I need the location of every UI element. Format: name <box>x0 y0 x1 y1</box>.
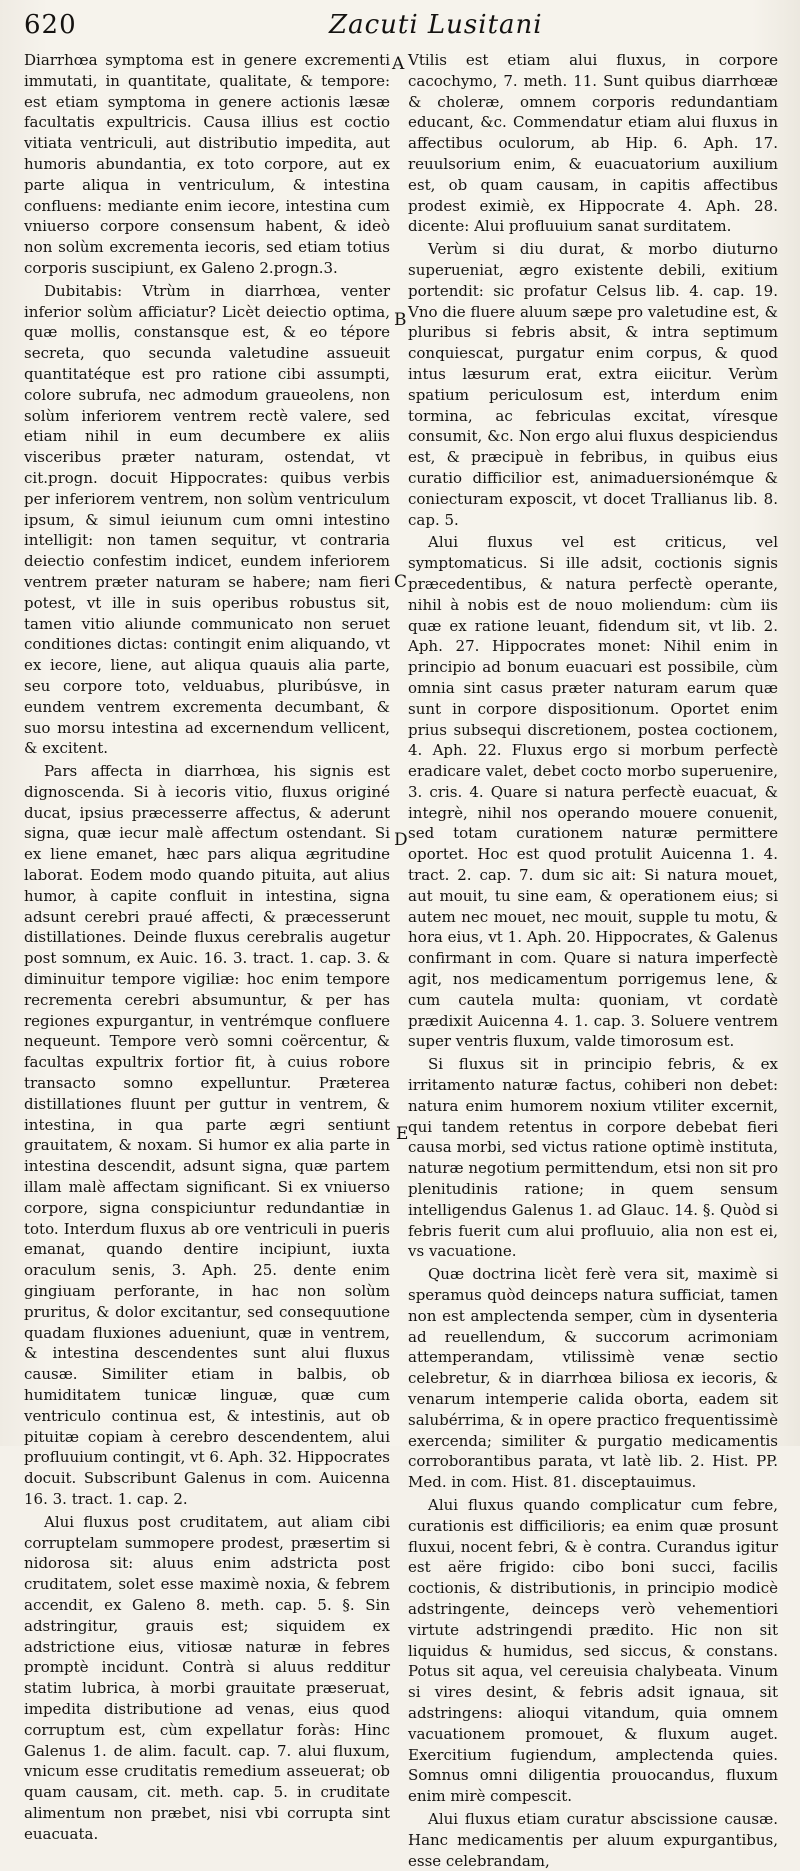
paragraph: Alui fluxus vel est criticus, vel symptomaticus. Si ille adsit, coctionis signis præcedentibus, & natura perfectè operante, nihil à nobis est de nouo moliendum: cùm iis quæ ex ratione leuant, fidendum sit, vt lib. 2. Aph. 27. Hippocrates monet: Nihil enim in principio ad bonum euacuari est possibile, cùm omnia sint casus præter naturam earum quæ sunt in corpore dispositionum. Oportet enim prius subsequi discretionem, postea coctionem, 4. Aph. 22. Fluxus ergo si morbum perfectè eradicare valet, debet cocto morbo superuenire, 3. cris. 4. Quare si natura perfectè euacuat, & integrè, nihil nos operando mouere conuenit, sed totam curationem naturæ permittere oportet. Hoc est quod protulit Auicenna 1. 4. tract. 2. cap. 7. dum sic ait: Si natura mouet, aut mouit, tu sine eam, & operationem eius; si autem nec mouet, nec mouit, supple tu motu, & hora eius, vt 1. Aph. 20. Hippocrates, & Galenus confirmant in com. Quare si natura imperfectè agit, nos medicamentum porrigemus lene, & cum cautela multa: quoniam, vt cordatè prædixit Auicenna 4. 1. cap. 3. Soluere ventrem super ventris fluxum, valde timorosum est. <box>408 533 778 1051</box>
margin-marker-d: D <box>394 830 408 850</box>
right-column <box>408 50 778 1870</box>
margin-marker-e: E <box>396 1124 409 1144</box>
paragraph: Quæ doctrina licèt ferè vera sit, maximè si speramus quòd deinceps natura sufficiat, tamen non est amplectenda semper, cùm in dysenteria ad reuellendum, & succorum acrimoniam attemperandam, vtilissimè venæ sectio celebretur, & in diarrhœa biliosa ex iecoris, & venarum intemperie calida oborta, eadem sit salubérrima, & in opere practico frequentissimè exercenda; similiter & purgatio medicamentis corroborantibus parata, vt latè lib. 2. Hist. PP. Med. in com. Hist. 81. disceptauimus. <box>408 1265 778 1492</box>
margin-marker-c: C <box>394 572 408 592</box>
paragraph: Dubitabis: Vtrùm in diarrhœa, venter inferior solùm afficiatur? Licèt deiectio optima, quæ mollis, constansque est, & eo tépore secreta, quo secunda valetudine assueuit quantitatéque est pro ratione cibi assumpti, colore subrufa, nec admodum graueolens, non solùm inferiorem ventrem rectè valere, sed etiam nihil in eum decumbere ex aliis visceribus præter naturam, ostendat, vt cit.progn. docuit Hippocrates: quibus verbis per inferiorem ventrem, non solùm ventriculum ipsum, & simul ieiunum cum omni intestino intelligit: non tamen sequitur, vt contraria deiectio confestim indicet, eundem inferiorem ventrem præter naturam se habere; nam fieri potest, vt ille in suis operibus robustus sit, tamen vitio aliunde communicato non seruet conditiones dictas: contingit enim aliquando, vt ex iecore, liene, aut aliqua quauis alia parte, seu corpore toto, velduabus, pluribúsve, in eundem ventrem excrementa decumbant, & suo morsu intestina ad excernendum vellicent, & excitent. <box>24 281 390 758</box>
paragraph: Si fluxus sit in principio febris, & ex irritamento naturæ factus, cohiberi non debet: natura enim humorem noxium vtiliter excernit, qui tandem retentus in corpore debebat fieri causa morbi, sed victus ratione optimè instituta, naturæ negotium permittendum, etsi non sit pro plenitudinis ratione; in quem sensum intelligendus Galenus 1. ad Glauc. 14. §. Quòd si febris fuerit cum alui profluuio, alia non est ei, vs vacuatione. <box>408 1055 778 1261</box>
margin-marker-a: A <box>392 54 405 74</box>
page-header <box>24 10 780 50</box>
running-title: Zacuti Lusitani <box>329 10 543 40</box>
paragraph: Pars affecta in diarrhœa, his signis est dignoscenda. Si à iecoris vitio, fluxus originé ducat, ipsius præcesserre affectus, & aderunt signa, quæ iecur malè affectum ostendant. Si ex liene emanet, hæc pars aliqua ægritudine laborat. Eodem modo quando pituita, aut alius humor, à capite confluit in intestina, signa adsunt cerebri praué affecti, & præcesserunt distillationes. Deinde fluxus cerebralis augetur post somnum, ex Auic. 16. 3. tract. 1. cap. 3. & diminuitur tempore vigiliæ: hoc enim tempore recrementa cerebri absumuntur, & per has regiones expurgantur, in ventrémque confluere nequeunt. Tempore verò somni coërcentur, & facultas expultrix fortior fit, à cuius robore transacto somno expelluntur. Præterea distillationes fluunt per guttur in ventrem, & intestina, in qua parte ægri sentiunt grauitatem, & noxam. Si humor ex alia parte in intestina descendit, adsunt signa, quæ partem illam malè affectam significant. Si ex vniuerso corpore, signa conspiciuntur redundantiæ in toto. Interdum fluxus ab ore ventriculi in pueris emanat, quando dentire incipiunt, iuxta oraculum senis, 3. Aph. 25. dente enim gingiuam perforante, in hac non solùm pruritus, & dolor excitantur, sed consequutione quadam fluxiones adueniunt, quæ in ventrem, & intestina descendentes sunt alui fluxus causæ. Similiter etiam in balbis, ob humiditatem tunicæ linguæ, quæ cum ventriculo continua est, & intestinis, aut ob pituitæ copiam à cerebro descendentem, alui profluuium contingit, vt 6. Aph. 32. Hippocrates docuit. Subscribunt Galenus in com. Auicenna 16. 3. tract. 1. cap. 2. <box>24 762 390 1508</box>
margin-marker-b: B <box>394 310 407 330</box>
paragraph: Diarrhœa symptoma est in genere excrementi immutati, in quantitate, qualitate, & tempore: est etiam symptoma in genere actionis læsæ facultatis expultricis. Causa illius est coctio vitiata ventriculi, aut distributio impedita, aut humoris abundantia, ex toto corpore, aut ex parte aliqua in ventriculum, & intestina confluens: mediante enim iecore, intestina cum vniuerso corpore consensum habent, & ideò non solùm excrementa iecoris, sed etiam totius corporis suscipiunt, ex Galeno 2.progn.3. <box>24 51 390 277</box>
paragraph: Alui fluxus etiam curatur abscissione causæ. Hanc medicamentis per aluum expurgantibus, esse celebrandam, <box>408 1809 778 1870</box>
paragraph: Vtilis est etiam alui fluxus, in corpore cacochymo, 7. meth. 11. Sunt quibus diarrhœæ & choleræ, omnem corporis redundantiam educant, &c. Commendatur etiam alui fluxus in affectibus oculorum, ab Hip. 6. Aph. 17. reuulsorium enim, & euacuatorium auxilium est, ob quam causam, in capitis affectibus prodest eximiè, ex Hippocrate 4. Aph. 28. dicente: Alui profluuium sanat surditatem. <box>408 51 778 236</box>
page-number: 620 <box>24 10 77 40</box>
paragraph: Alui fluxus post cruditatem, aut aliam cibi corruptelam summopere prodest, præsertim si nidorosa sit: aluus enim adstricta post cruditatem, solet esse maximè noxia, & febrem accendit, ex Galeno 8. meth. cap. 5. §. Sin adstringitur, grauis est; siquidem ex adstrictione eius, vitiosæ naturæ in febres promptè incidunt. Contrà si aluus redditur statim lubrica, à morbi grauitate præseruat, impedita distributione ad venas, eius quod corruptum est, cùm expellatur foràs: Hinc Galenus 1. de alim. facult. cap. 7. alui fluxum, vnicum esse cruditatis remedium asseuerat; ob quam causam, cit. meth. cap. 5. in cruditate alimentum non præbet, nisi vbi corrupta sint euacuata. <box>24 1512 390 1843</box>
paragraph: Alui fluxus quando complicatur cum febre, curationis est difficilioris; ea enim quæ prosunt fluxui, nocent febri, & è contra. Curandus igitur est aëre frigido: cibo boni succi, facilis coctionis, & distributionis, in principio modicè adstringente, deinceps verò vehementiori virtute adstringendi prædito. Hic non sit liquidus & humidus, sed siccus, & constans. Potus sit aqua, vel cereuisia chalybeata. Vinum si vires desint, & febris adsit ignaua, sit adstringens: alioqui vitandum, quia omnem vacuationem promouet, & fluxum auget. Exercitium fugiendum, amplectenda quies. Somnus omni diligentia prouocandus, fluxum enim mirè compescit. <box>408 1495 778 1806</box>
left-column <box>24 50 390 1843</box>
paragraph: Verùm si diu durat, & morbo diuturno superueniat, ægro existente debili, exitium portendit: sic profatur Celsus lib. 4. cap. 19. Vno die fluere aluum sæpe pro valetudine est, & pluribus si febris absit, & intra septimum conquiescat, purgatur enim corpus, & quod intus læsurum erat, extra eiicitur. Verùm spatium periculosum est, interdum enim tormina, ac febriculas excitat, víresque consumit, &c. Non ergo alui fluxus despiciendus est, & præcipuè in febribus, in quibus eius curatio difficilior est, animaduersionémque & coniecturam exposcit, vt docet Trallianus lib. 8. cap. 5. <box>408 240 778 529</box>
